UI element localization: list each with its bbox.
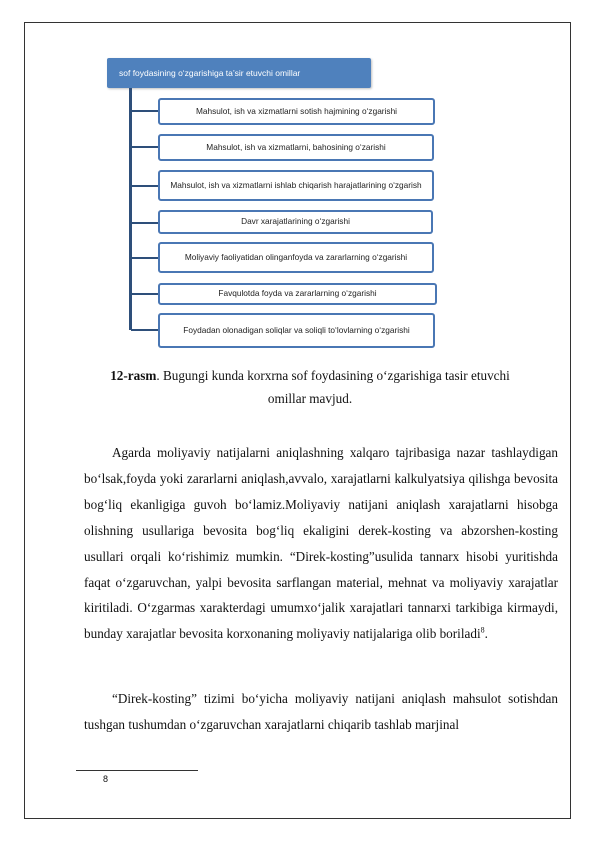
body-paragraph <box>84 686 558 738</box>
footnote-separator <box>76 770 198 771</box>
paragraph-end: . <box>484 626 488 642</box>
paragraph-text: Agarda moliyaviy natijalarni aniqlashning xalqaro tajribasiga nazar tashlaydigan bo‘lsak,foyda yoki zararlarni aniqlash,avvalo, xarajatlarni kalkulyatsiya qilishga bevosita bog‘liq ekanligiga guvoh bo‘lamiz.Moliyaviy natijani aniqlash xarajatlarni hisobga olishning usullariga bevosita bog‘liq ekaligini derek-kosting va abzorshen-kosting usullari orqali ko‘rishimiz mumkin. “Direk-kosting”usulida tannarx hisobi yuritishda faqat o‘zgaruvchan, yalpi bevosita sarflangan material, mehnat va moliyaviy xarajatlar kiritiladi. O‘zgarmas xarakterdagi umumxo‘jalik xarajatlari tannarxi tarkibiga kirmaydi, bunday xarajatlar bevosita korxonaning moliyaviy natijalariga olib boriladi <box>84 445 558 642</box>
diagram-box-taxes: Foydadan olonadigan soliqlar va soliqli to‘lovlarning o‘zgarishi <box>158 313 435 348</box>
diagram-box-period-costs: Davr xarajatlarining o‘zgarishi <box>158 210 433 234</box>
diagram-header: sof foydasining o‘zgarishiga ta’sir etuvchi omillar <box>107 58 371 88</box>
body-paragraph <box>84 440 558 647</box>
diagram-connector <box>131 110 159 112</box>
diagram-box-sales-volume: Mahsulot, ish va xizmatlarni sotish hajmining o‘zgarishi <box>158 98 435 125</box>
diagram-connector <box>131 185 159 187</box>
diagram-connector <box>131 222 159 224</box>
diagram-connector <box>131 146 159 148</box>
figure-caption-text: . Bugungi kunda korxrna sof foydasining o‘zgarishiga tasir etuvchi omillar mavjud. <box>156 368 510 406</box>
diagram-connector <box>131 257 159 259</box>
diagram-box-production-costs: Mahsulot, ish va xizmatlarni ishlab chiqarish harajatlarining o‘zgarish <box>158 170 434 201</box>
figure-label: 12-rasm <box>110 368 157 383</box>
footnote-reference[interactable]: 8 <box>480 625 485 635</box>
footnote-number: 8 <box>103 774 109 784</box>
diagram-connector <box>131 293 159 295</box>
figure-caption <box>110 364 510 410</box>
diagram-box-financial-activity: Moliyaviy faoliyatidan olinganfoyda va zararlarning o‘zgarishi <box>158 242 434 273</box>
diagram-box-extraordinary: Favqulotda foyda va zararlarning o‘zgarishi <box>158 283 437 305</box>
diagram-box-price: Mahsulot, ish va xizmatlarni, bahosining o‘zarishi <box>158 134 434 161</box>
paragraph-text: “Direk-kosting” tizimi bo‘yicha moliyaviy natijani aniqlash mahsulot sotishdan tushgan tushumdan o‘zgaruvchan xarajatlarni chiqarib tashlab marjinal <box>84 691 558 732</box>
diagram-connector <box>131 329 159 331</box>
